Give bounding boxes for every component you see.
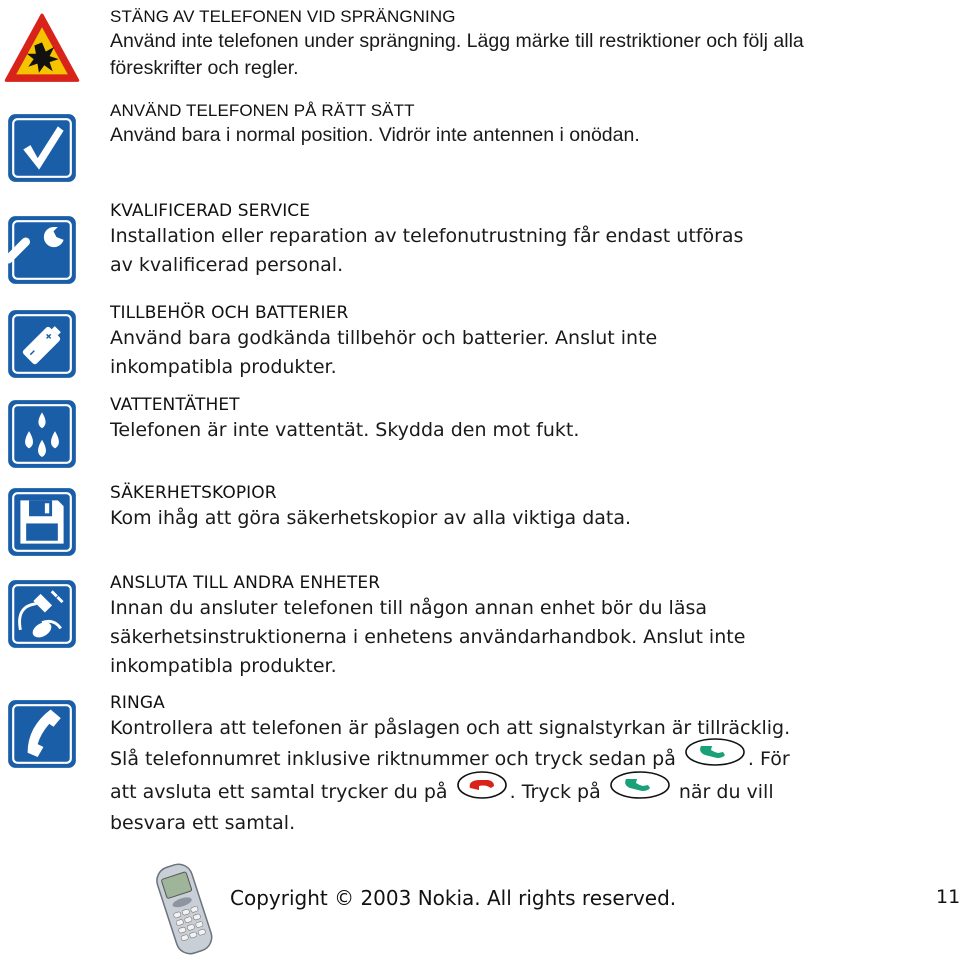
- section-heading: ANVÄND TELEFONEN PÅ RÄTT SÄTT: [110, 101, 415, 120]
- section-heading: KVALIFICERAD SERVICE: [110, 201, 311, 221]
- section-call: [110, 692, 930, 838]
- end-key-icon: [456, 770, 508, 809]
- section-heading: RINGA: [110, 693, 165, 713]
- section-body: [110, 714, 820, 838]
- call-key-icon: [609, 770, 671, 809]
- call-text-part: . För att avsluta ett samtal trycker du på: [110, 748, 790, 803]
- section-body: Innan du ansluter telefonen till någon annan enhet bör du läsa säkerhetsinstruktionerna i enhetens användarhandbok. Anslut inte inkompatibla produkter.: [110, 597, 746, 677]
- section-body: Använd bara i normal position. Vidrör inte antennen i onödan.: [110, 124, 640, 146]
- wrench-icon: [6, 214, 78, 286]
- section-body: Använd inte telefonen under sprängning. Lägg märke till restriktioner och följ alla föreskrifter och regler.: [110, 30, 804, 79]
- section-heading: ANSLUTA TILL ANDRA ENHETER: [110, 573, 381, 593]
- section-connect: [110, 572, 930, 681]
- water-drops-icon: [6, 398, 78, 470]
- call-text-part: . Tryck på: [509, 781, 607, 803]
- section-backups: [110, 482, 930, 533]
- battery-icon: [6, 308, 78, 380]
- section-water: [110, 394, 930, 445]
- section-body: Installation eller reparation av telefonutrustning får endast utföras av kvalificerad personal.: [110, 225, 744, 276]
- floppy-disk-icon: [6, 486, 78, 558]
- call-key-icon: [684, 737, 746, 776]
- handset-icon: [6, 698, 78, 770]
- section-heading: SÄKERHETSKOPIOR: [110, 483, 277, 503]
- section-heading: STÄNG AV TELEFONEN VID SPRÄNGNING: [110, 7, 456, 26]
- call-text-part: när du vill besvara ett samtal.: [110, 781, 774, 834]
- checkmark-icon: [6, 112, 78, 184]
- phone-image: [148, 858, 220, 958]
- call-text-part: Kontrollera att telefonen är påslagen och att signalstyrkan är tillräcklig. Slå telefonnumret inklusive riktnummer och tryck sedan på: [110, 717, 791, 770]
- explosion-warning-icon: [4, 12, 80, 88]
- section-proper-use: [110, 100, 930, 149]
- copyright-text: Copyright © 2003 Nokia. All rights reserved.: [230, 886, 677, 910]
- section-heading: TILLBEHÖR OCH BATTERIER: [110, 303, 349, 323]
- page-number: 11: [936, 886, 960, 908]
- plug-icon: [6, 578, 78, 650]
- section-body: Telefonen är inte vattentät. Skydda den mot fukt.: [110, 419, 580, 441]
- section-service: [110, 200, 930, 280]
- section-body: Använd bara godkända tillbehör och batterier. Anslut inte inkompatibla produkter.: [110, 327, 658, 378]
- section-heading: VATTENTÄTHET: [110, 395, 240, 415]
- section-body: Kom ihåg att göra säkerhetskopior av alla viktiga data.: [110, 507, 632, 529]
- section-accessories: [110, 302, 930, 382]
- section-explosion: [110, 6, 930, 82]
